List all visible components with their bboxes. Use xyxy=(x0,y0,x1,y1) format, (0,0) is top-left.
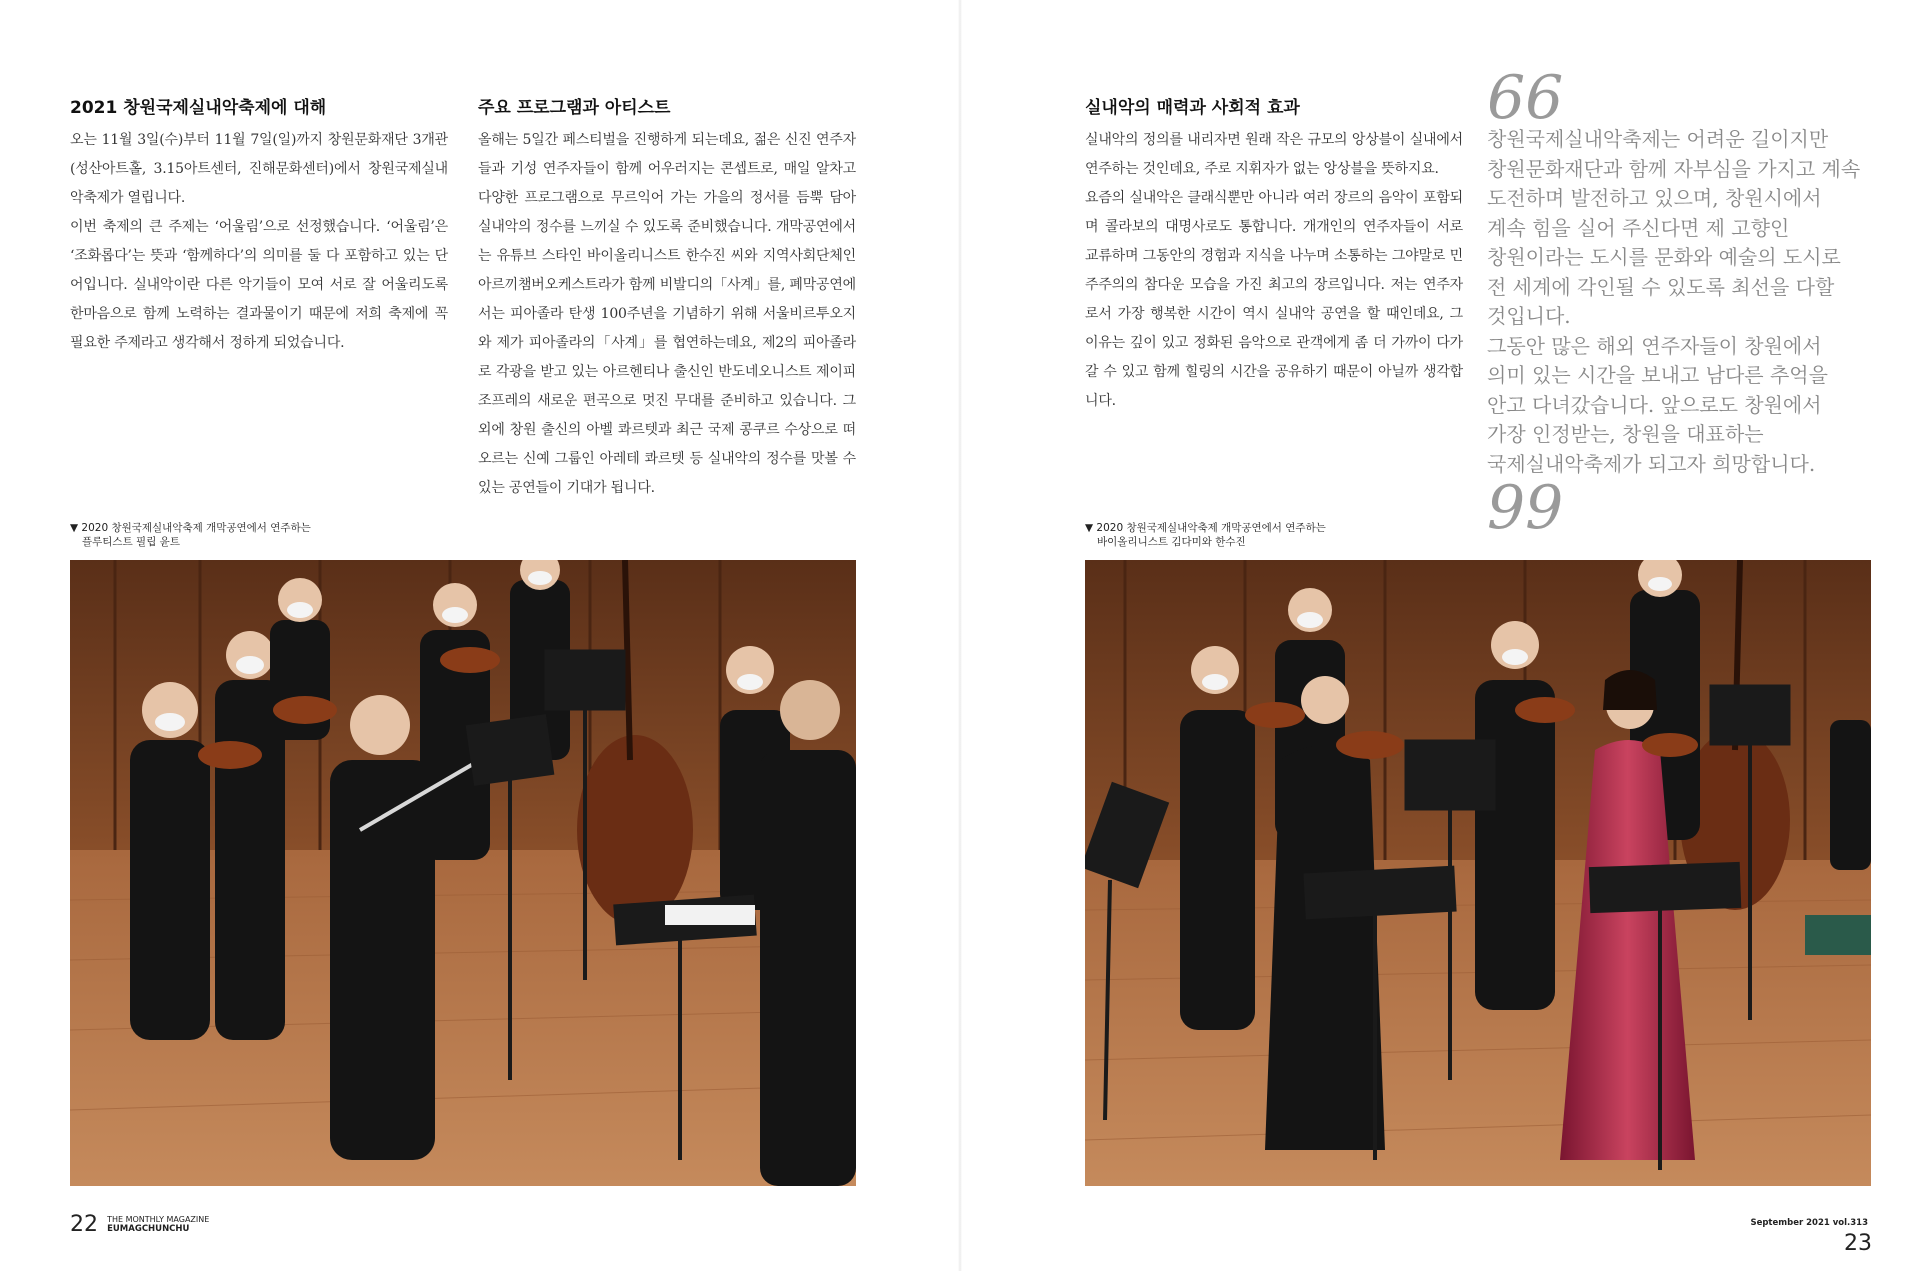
magazine-line: EUMAGCHUNCHU xyxy=(107,1224,190,1234)
quote-line: 국제실내악축제가 되고자 희망합니다. xyxy=(1487,451,1816,476)
open-quote-mark: 66 xyxy=(1487,63,1564,133)
section-heading: 주요 프로그램과 아티스트 xyxy=(478,98,671,118)
caption-line: ▼ 2020 창원국제실내악축제 개막공연에서 연주하는 xyxy=(70,522,311,534)
quote-line: 가장 인정받는, 창원을 대표하는 xyxy=(1487,422,1764,446)
photo-caption-left xyxy=(70,521,311,549)
paragraph: 실내악의 정의를 내리자면 원래 작은 규모의 앙상블이 실내에서 연주하는 것인데요, 주로 지휘자가 없는 앙상블을 뜻하지요. xyxy=(1085,132,1463,177)
quote-line: 의미 있는 시간을 보내고 남다른 추억을 xyxy=(1487,363,1828,387)
caption-line: ▼ 2020 창원국제실내악축제 개막공연에서 연주하는 xyxy=(1085,522,1326,534)
section-heading: 2021 창원국제실내악축제에 대해 xyxy=(70,98,327,118)
close-quote-mark: 99 xyxy=(1487,473,1564,543)
caption-line: 바이올리니스트 김다미와 한수진 xyxy=(1097,536,1246,548)
issue-info: September 2021 vol.313 xyxy=(1750,1217,1868,1228)
caption-line: 플루티스트 필립 윤트 xyxy=(82,536,180,548)
concert-photo-right-illustration xyxy=(1085,560,1871,1186)
magazine-name xyxy=(107,1215,209,1234)
quote-line: 계속 힘을 실어 주신다면 제 고향인 xyxy=(1487,215,1790,240)
paragraph: 올해는 5일간 페스티벌을 진행하게 되는데요, 젊은 신진 연주자들과 기성 연주자들이 함께 어우러지는 콘셉트로, 매일 알차고 다양한 프로그램으로 무르익어 가는 가을의 정서를 듬뿍 담아 실내악의 정수를 느끼실 수 있도록 준비했습니다. 개막공연에서는 유튜브 스타인 바이올리니스트 한수진 씨와 지역사회단체인 아르끼챔버오케스트라가 함께 비발디의「사계」를, 폐막공연에서는 피아졸라 탄생 100주년을 기념하기 위해 서울비르투오지와 제가 피아졸라의「사계」를 협연하는데요, 제2의 피아졸라로 각광을 받고 있는 아르헨티나 출신인 반도네오니스트 제이피 조프레의 새로운 편곡으로 멋진 무대를 준비하고 있습니다. 그 외에 창원 출신의 아벨 콰르텟과 최근 국제 콩쿠르 수상으로 떠오르는 신예 그룹인 아레테 콰르텟 등 실내악의 정수를 맛볼 수 있는 공연들이 기대가 됩니다. xyxy=(478,132,856,496)
paragraph: 요즘의 실내악은 클래식뿐만 아니라 여러 장르의 음악이 포함되며 콜라보의 대명사로도 통합니다. 개개인의 연주자들이 서로 교류하며 그동안의 경험과 지식을 나누며 소통하는 그야말로 민주주의의 참다운 모습을 가진 최고의 장르입니다. 저는 연주자로서 가장 행복한 시간이 역시 실내악 공연을 할 때인데요, 그 이유는 깊이 있고 정화된 음악으로 관객에게 좀 더 가까이 다가갈 수 있고 함께 힐링의 시간을 공유하기 때문이 아닐까 생각합니다. xyxy=(1085,190,1463,409)
quote-line: 전 세계에 각인될 수 있도록 최선을 다할 xyxy=(1487,274,1835,299)
paragraph: 이번 축제의 큰 주제는 ‘어울림’으로 선정했습니다. ‘어울림’은 ‘조화롭다’는 뜻과 ‘함께하다’의 의미를 둘 다 포함하고 있는 단어입니다. 실내악이란 다른 악기들이 모여 서로 잘 어울리도록 한마음으로 함께 노력하는 결과물이기 때문에 저희 축제에 꼭 필요한 주제라고 생각해서 정하게 되었습니다. xyxy=(70,219,448,351)
paragraph: 오는 11월 3일(수)부터 11월 7일(일)까지 창원문화재단 3개관(성산아트홀, 3.15아트센터, 진해문화센터)에서 창원국제실내악축제가 열립니다. xyxy=(70,132,448,206)
quote-line: 창원문화재단과 함께 자부심을 가지고 계속 xyxy=(1487,156,1861,181)
quote-line: 창원이라는 도시를 문화와 예술의 도시로 xyxy=(1487,245,1841,269)
folio-left xyxy=(70,1212,209,1237)
quote-line: 도전하며 발전하고 있으며, 창원시에서 xyxy=(1487,186,1822,210)
left-column-1 xyxy=(70,96,448,358)
quote-line: 것입니다. xyxy=(1487,304,1571,328)
magazine-line: THE MONTHLY MAGAZINE xyxy=(107,1215,210,1224)
page-number: 22 xyxy=(70,1212,98,1237)
concert-photo-right xyxy=(1085,560,1871,1186)
concert-photo-left xyxy=(70,560,856,1186)
pull-quote xyxy=(1487,125,1862,479)
page-number: 23 xyxy=(1844,1231,1872,1256)
right-column-1 xyxy=(1085,96,1463,416)
left-column-2 xyxy=(478,96,856,503)
section-heading: 실내악의 매력과 사회적 효과 xyxy=(1085,98,1300,118)
photo-caption-right xyxy=(1085,521,1326,549)
concert-photo-left-illustration xyxy=(70,560,856,1186)
page-gutter xyxy=(958,0,962,1271)
folio-right xyxy=(1750,1212,1872,1256)
quote-line: 창원국제실내악축제는 어려운 길이지만 xyxy=(1487,127,1829,151)
quote-line: 그동안 많은 해외 연주자들이 창원에서 xyxy=(1487,333,1822,358)
quote-line: 안고 다녀갔습니다. 앞으로도 창원에서 xyxy=(1487,392,1822,417)
